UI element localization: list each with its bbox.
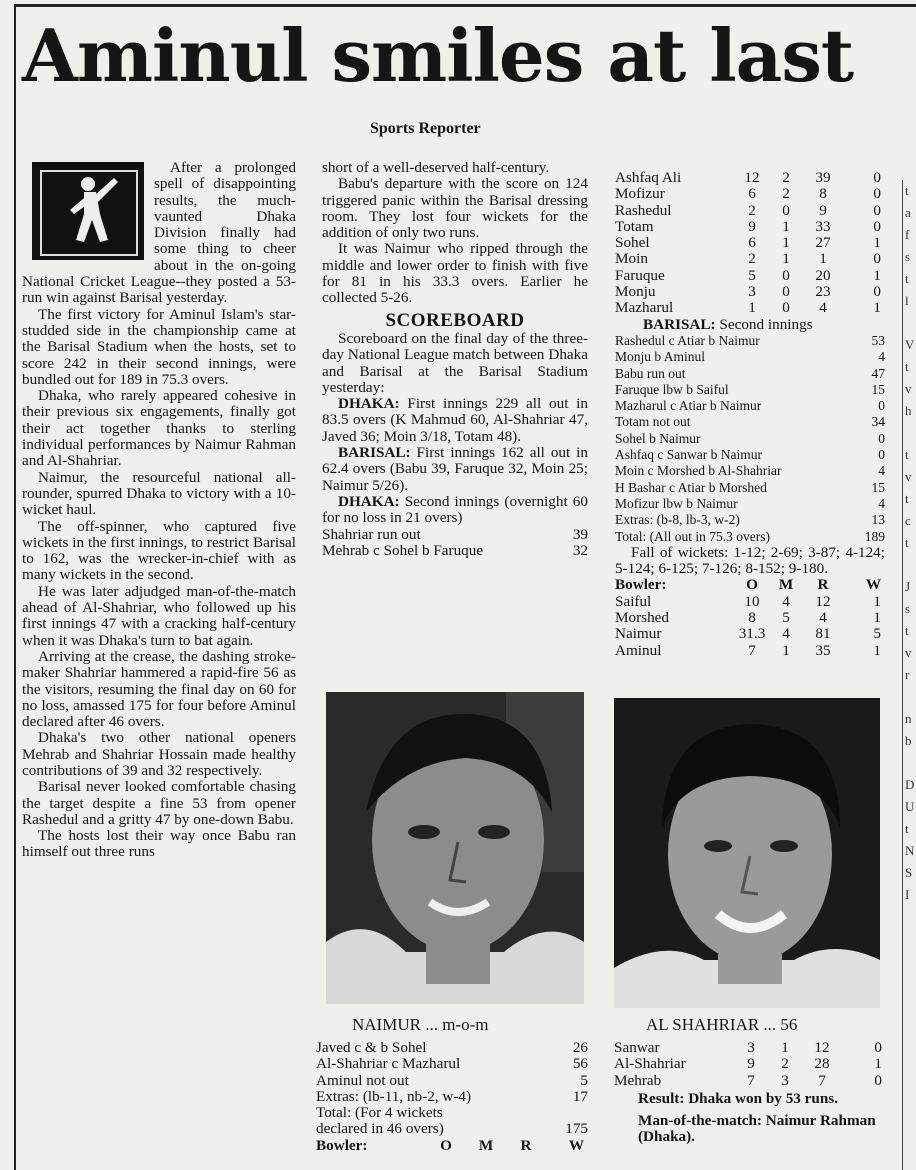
naimur-photo [326,692,584,1004]
batting-row: H Bashar c Atiar b Morshed 15 [615,479,885,495]
batting-row: Shahriar run out 39 [322,525,588,543]
adjacent-article-edge [902,180,916,1170]
edge-letter [903,752,916,774]
edge-letter: v [905,645,912,660]
batting-row: Mehrab c Sohel b Faruque 32 [322,541,588,559]
batting-row: Extras: (b-8, lb-3, w-2) 13 [615,512,885,528]
photo-caption: NAIMUR ... m-o-m [352,1015,489,1034]
edge-letter: I [905,887,910,902]
paragraph: It was Naimur who ripped through the middle and lower order to finish with five for 81 in his 33.3 overs. Earlier he collected 5-26. [322,240,588,307]
byline: Sports Reporter [370,120,481,137]
edge-letter: v [905,469,912,484]
paragraph: The first victory for Aminul Islam's star-studded side in the championship came at the Barisal Stadium when the hosts, set to score 242 in their second innings, were bundled out for 189 in 75.3 overs. [22,305,296,388]
bowling-row: Sohel 6 1 27 1 [615,234,881,252]
man-of-the-match: Man-of-the-match: Naimur Rahman (Dhaka). [638,1112,876,1146]
bowling-row: Rashedul 2 0 9 0 [615,201,881,219]
batting-row: Monju b Aminul 4 [615,349,885,365]
bowling-row: Moin 2 1 1 0 [615,250,881,268]
barisal-second-innings [615,317,885,333]
edge-letter: D [905,777,915,792]
bowling-row: Monju 3 0 23 0 [615,283,881,301]
batting-row: Moin c Morshed b Al-Shahriar 4 [615,463,885,479]
edge-letter: s [905,249,911,264]
batting-row: Ashfaq c Sanwar b Naimur 0 [615,447,885,463]
cricket-batsman-icon [32,162,144,260]
batting-table-barisal [615,333,885,545]
batting-table-dhaka-second [316,1040,588,1105]
edge-letter: t [905,535,909,550]
dhaka-first-innings [322,396,588,445]
innings-summary: First innings 229 all out in 83.5 overs (K Mahmud 60, Al-Shahriar 47, Javed 36; Moin 3/18, Totam 48). [322,395,588,445]
paragraph: Naimur, the resourceful national all-rounder, spurred Dhaka to victory with a 10-wicket haul. [22,468,296,519]
dhaka-second-innings [322,494,588,527]
photo-caption: AL SHAHRIAR ... 56 [646,1015,798,1034]
edge-letter: s [905,601,911,616]
edge-letter: J [905,579,911,594]
article-column-1 [22,160,296,861]
bowling-row: Al-Shahriar 9 2 28 1 [614,1055,882,1073]
paragraph: Dhaka's two other national openers Mehrab and Shahriar Hossain made healthy contributions of 39 and 32 respectively. [22,729,296,779]
paragraph: He was later adjudged man-of-the-match ahead of Al-Shahriar, who followed up his first innings 47 with a cracking half-century when it was Dhaka's turn to bat again. [22,582,296,649]
edge-letter: t [905,491,909,506]
edge-letter: t [905,183,909,198]
bowling-header: Bowler: O M R W [316,1136,584,1154]
bowling-table-dhaka [615,170,885,317]
batting-row: Aminul not out 5 [316,1071,588,1089]
bowling-row: Totam 9 1 33 0 [615,217,881,235]
innings-summary: First innings 162 all out in 62.4 overs (Babu 39, Faruque 32, Moin 25; Naimur 5/26). [322,444,588,494]
bowling-header: Bowler: O M R W [615,576,881,594]
total-line: Total: (For 4 wickets [316,1104,443,1122]
article-column-2 [322,160,588,559]
edge-letter [903,422,916,444]
batting-row: Mofizur lbw b Naimur 4 [615,495,885,511]
batting-row: Totam not out 34 [615,414,885,430]
batting-row: Al-Shahriar c Mazharul 56 [316,1055,588,1073]
scoreboard-column-3 [615,170,885,659]
batting-row: Mazharul c Atiar b Naimur 0 [615,398,885,414]
batting-row: Extras: (lb-11, nb-2, w-4) 17 [316,1087,588,1105]
paragraph: The hosts lost their way once Babu ran himself out three runs [22,827,296,861]
paragraph: After a prolonged spell of disappointing results, the much-vaunted Dhaka Division finally had some thing to cheer about in the on-going National Cricket League--they posted a 53-run win against Barisal yesterday. [22,159,296,307]
edge-letter: v [905,381,912,396]
team-label: BARISAL: [643,315,716,333]
bowling-table-dhaka-second [615,594,885,659]
bowling-table-barisal [614,1040,886,1089]
innings-summary: Second innings (overnight 60 for no loss in 21 overs) [322,492,588,527]
bowling-row: Saiful 10 4 12 1 [615,592,881,610]
left-rule [14,6,16,1170]
bowling-row: Mehrab 7 3 7 0 [614,1071,882,1089]
bowling-row: Naimur 31.3 4 81 5 [615,625,881,643]
edge-letter: S [905,865,913,880]
al-shahriar-photo [614,698,880,1008]
bowling-row: Sanwar 3 1 12 0 [614,1039,882,1056]
team-label: DHAKA: [338,492,400,510]
innings-summary: Second innings [715,315,813,333]
bowling-row: Ashfaq Ali 12 2 39 0 [615,169,881,186]
edge-letter: t [905,821,909,836]
bowling-row: Faruque 5 0 20 1 [615,266,881,284]
bowling-row: Aminul 7 1 35 1 [615,641,881,659]
paragraph: Arriving at the crease, the dashing stroke-maker Shahriar hammered a rapid-fire 56 as the visitors, resuming the final day on 60 for no loss, amassed 175 for four before Aminul declared after 46 overs. [22,647,296,731]
batting-row: Babu run out 47 [615,365,885,381]
edge-letter: t [905,447,909,462]
batting-row: Faruque lbw b Saiful 15 [615,381,885,397]
bowling-row: Morshed 8 5 4 1 [615,609,881,627]
barisal-bowling-continued [614,1040,886,1146]
paragraph: Babu's departure with the score on 124 triggered panic within the Barisal dressing room. They lost four wickets for the addition of only two runs. [322,175,588,242]
batting-row: Javed c & b Sohel 26 [316,1039,588,1056]
dhaka-second-innings-continued [316,1040,588,1154]
team-label: DHAKA: [338,395,400,413]
barisal-first-innings [322,445,588,494]
edge-letter: c [905,513,911,528]
edge-letter: N [905,843,915,858]
team-label: BARISAL: [338,444,411,462]
edge-letter: h [905,403,912,418]
edge-letter: r [905,667,910,682]
scoreboard-title: SCOREBOARD [385,309,525,331]
edge-letter: t [905,359,909,374]
batting-row: Rashedul c Atiar b Naimur 53 [615,332,885,348]
headline: Aminul smiles at last [22,13,854,98]
edge-letter: t [905,271,909,286]
match-result: Result: Dhaka won by 53 runs. [638,1089,839,1107]
bowling-row: Mofizur 6 2 8 0 [615,185,881,203]
edge-letter: t [905,623,909,638]
paragraph: The off-spinner, who captured five wickets in the first innings, to restrict Barisal to 162, was the wrecker-in-chief with as many wickets in the second. [22,517,296,584]
edge-letter: b [905,733,912,748]
edge-letter [903,686,916,708]
edge-letter: n [905,711,912,726]
edge-letter: U [905,799,915,814]
batting-row: Total: (All out in 75.3 overs) 189 [615,528,885,544]
edge-letter: a [905,205,911,220]
paragraph: Dhaka, who rarely appeared cohesive in their previous six engagements, finally got their act together thanks to sterling individual performances by Naimur Rahman and Al-Shahriar. [22,387,296,470]
edge-letter: l [905,293,909,308]
edge-letter: f [905,227,910,242]
scoreboard-intro: Scoreboard on the final day of the three-day National League match between Dhaka and Barisal at the Barisal Stadium yesterday: [322,329,588,396]
batting-row: Sohel b Naimur 0 [615,430,885,446]
edge-letter [903,554,916,576]
fall-of-wickets: Fall of wickets: 1-12; 2-69; 3-87; 4-124; 5-124; 6-125; 7-126; 8-152; 9-180. [615,543,885,578]
total-row: declared in 46 overs) 175 [316,1120,588,1138]
edge-letter [903,312,916,334]
bowling-row: Mazharul 1 0 4 1 [615,299,881,317]
edge-letter: V [905,337,915,352]
paragraph: Barisal never looked comfortable chasing the target despite a fine 53 from opener Rashedul and a gritty 47 by one-down Babu. [22,778,296,828]
paragraph: short of a well-deserved half-century. [322,159,550,176]
